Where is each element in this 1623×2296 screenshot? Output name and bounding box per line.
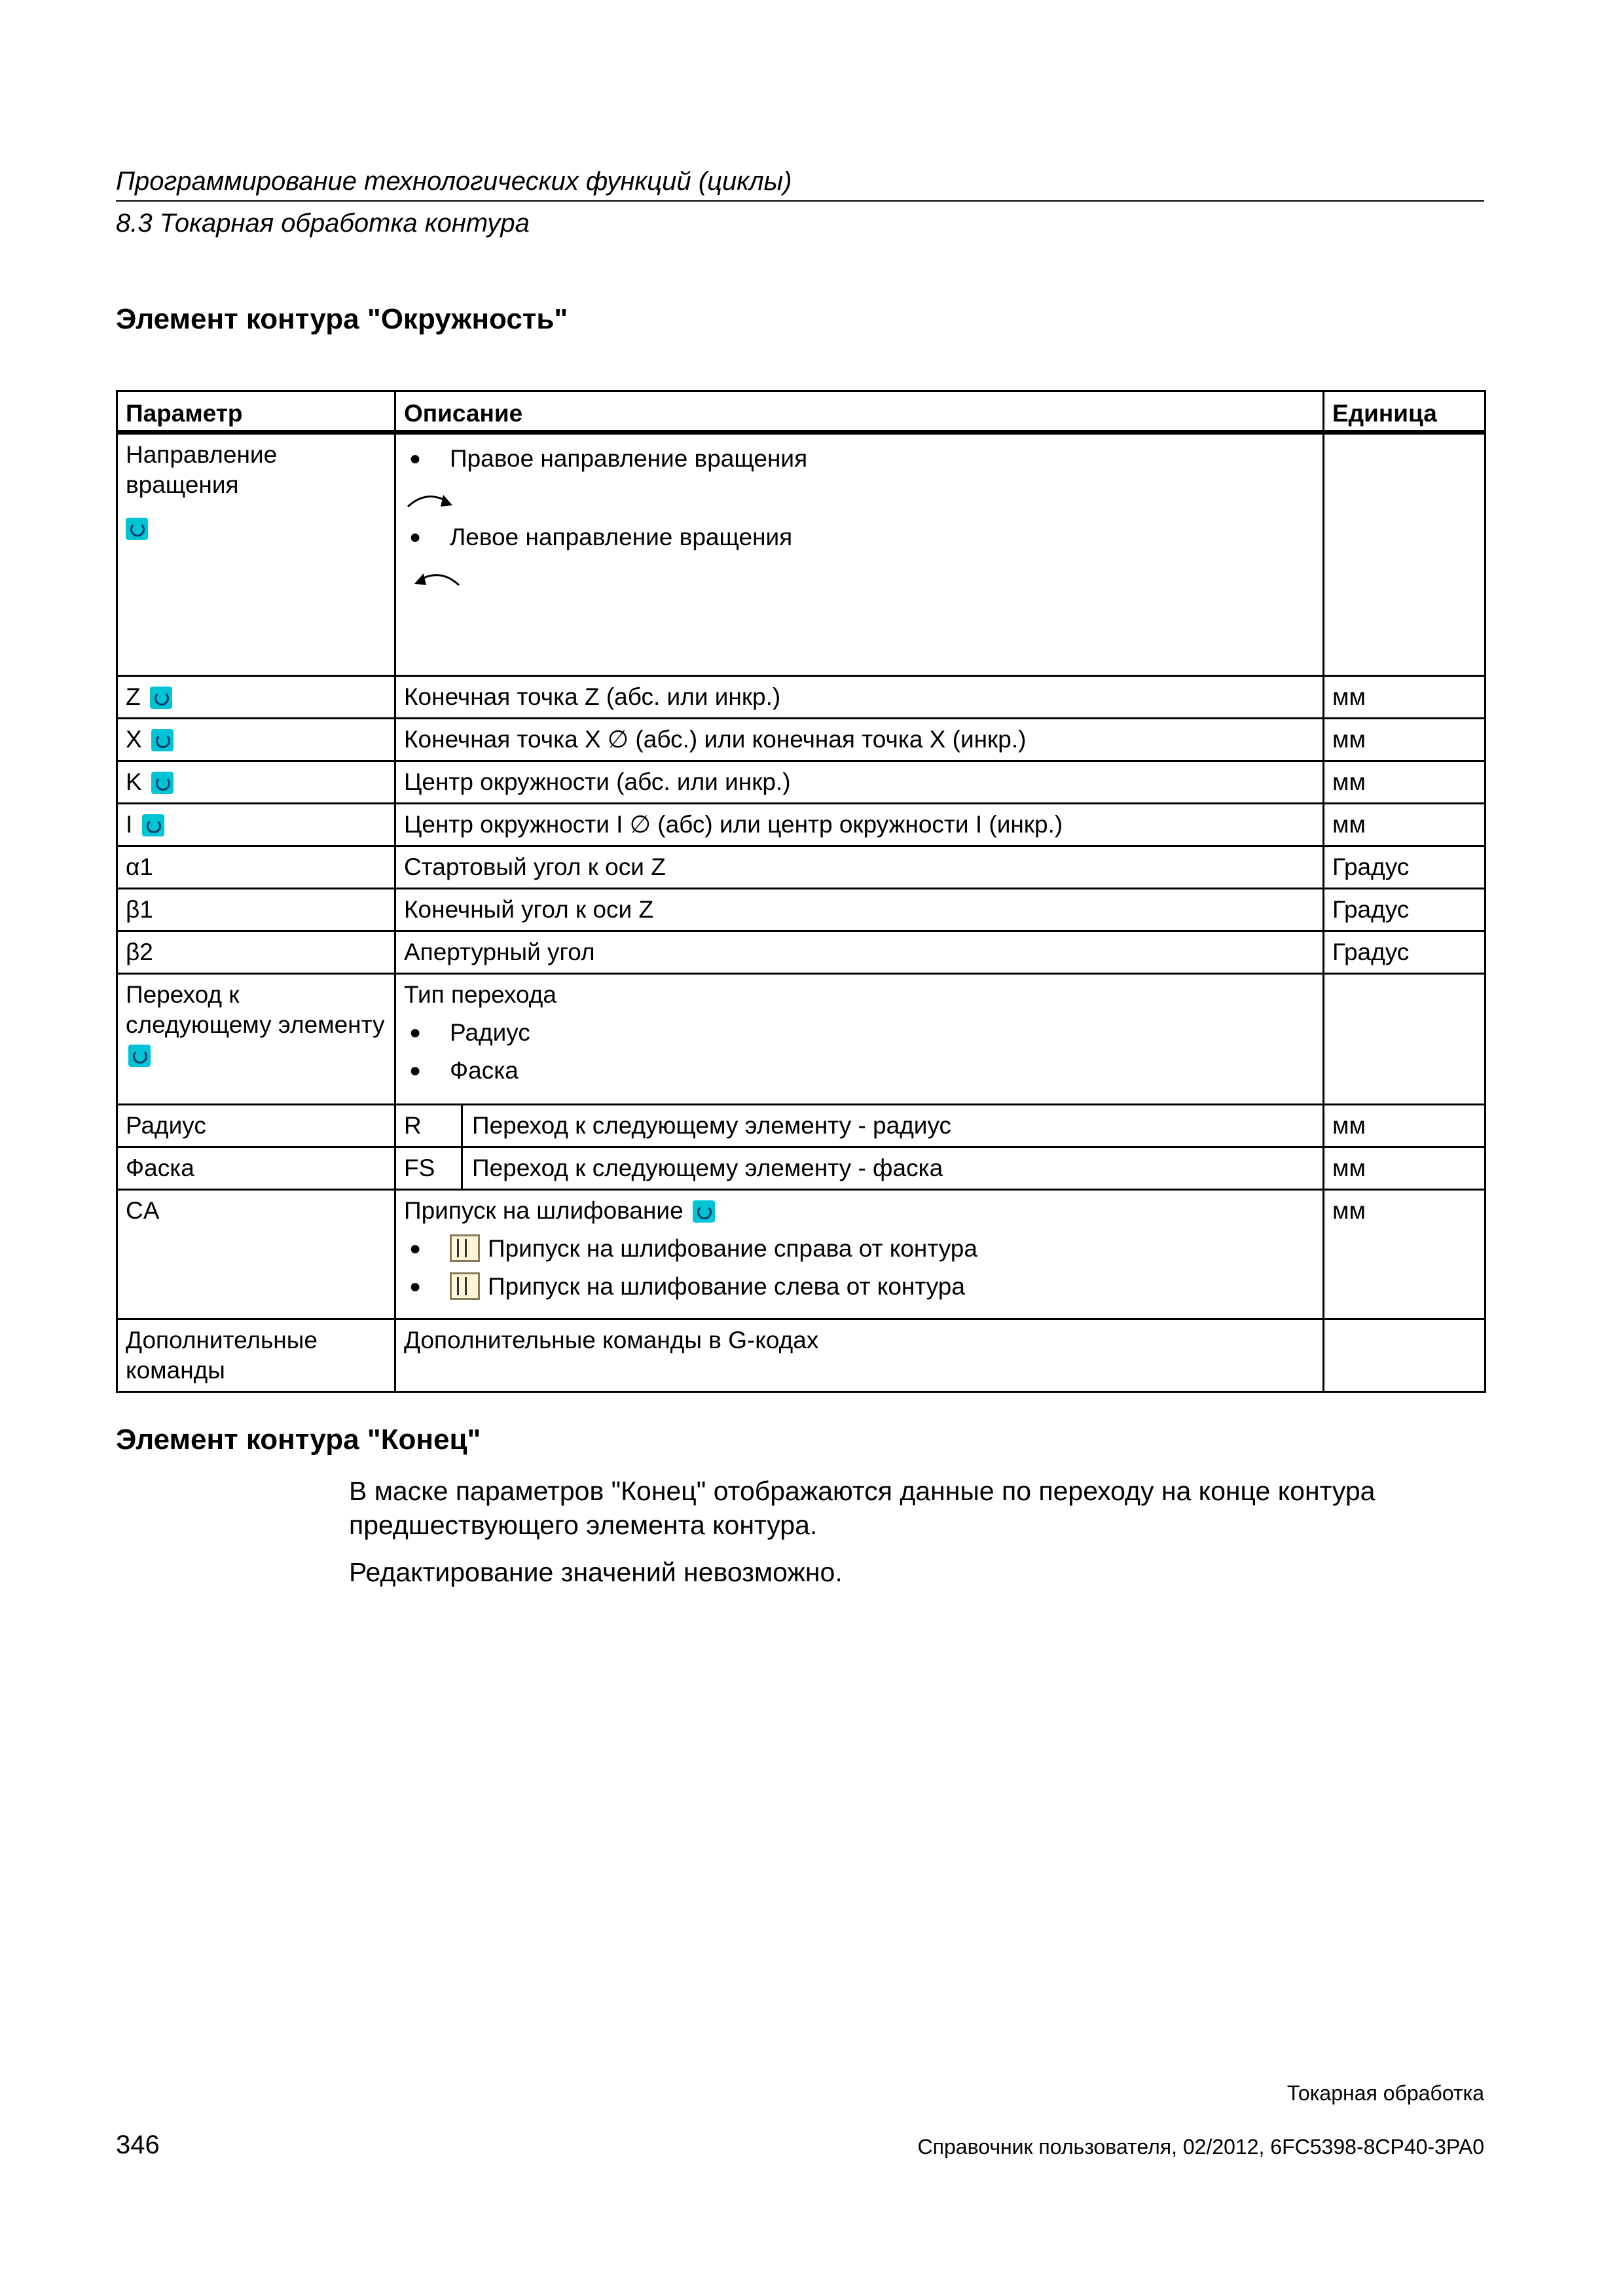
parameter-table	[116, 390, 1486, 1393]
page-number: 346	[116, 2130, 160, 2159]
table-row	[117, 761, 1486, 804]
param-label: Направление вращения	[126, 441, 278, 498]
toggle-icon	[150, 687, 172, 709]
running-header-chapter: Программирование технологических функций (циклы)	[116, 167, 792, 196]
param-label: I	[126, 811, 133, 838]
cell-param	[117, 433, 395, 676]
param-label: α1	[117, 846, 395, 889]
list-item: ● Припуск на шлифование слева от контура	[409, 1273, 965, 1300]
cell-unit: мм	[1324, 676, 1486, 719]
param-label: Дополнительные команды	[117, 1319, 395, 1392]
cell-desc: Конечный угол к оси Z	[395, 889, 1324, 931]
toggle-icon	[151, 729, 173, 751]
grinding-allowance-label: Припуск на шлифование	[404, 1197, 684, 1224]
ccw-label: Левое направление вращения	[450, 524, 793, 550]
column-header-desc: Описание	[395, 391, 1324, 433]
grinding-right-icon	[450, 1234, 480, 1262]
param-label: β1	[117, 889, 395, 931]
table-row	[117, 804, 1486, 846]
cell-unit: мм	[1324, 1105, 1486, 1147]
column-header-unit: Единица	[1324, 391, 1486, 433]
section-title-circle: Элемент контура "Окружность"	[116, 303, 568, 335]
section-paragraph: Редактирование значений невозможно.	[349, 1557, 843, 1587]
cell-desc: Стартовый угол к оси Z	[395, 846, 1324, 889]
cell-unit	[1324, 974, 1486, 1105]
cell-unit: мм	[1324, 719, 1486, 761]
cell-unit: мм	[1324, 804, 1486, 846]
list-item: ● Правое направление вращения	[404, 444, 1315, 474]
cell-unit	[1324, 433, 1486, 676]
cw-label: Правое направление вращения	[450, 445, 808, 472]
running-header-section: 8.3 Токарная обработка контура	[116, 209, 530, 238]
cell-unit: мм	[1324, 1190, 1486, 1319]
transition-type-label: Тип перехода	[404, 981, 556, 1008]
toggle-icon	[151, 772, 173, 794]
table-row-chamfer	[117, 1147, 1486, 1190]
cell-desc: Апертурный угол	[395, 931, 1324, 974]
table-row	[117, 931, 1486, 974]
cell-unit	[1324, 1319, 1486, 1392]
toggle-icon	[128, 1045, 151, 1067]
grinding-left-icon	[450, 1272, 480, 1300]
param-label: CA	[117, 1190, 395, 1319]
table-row-extra	[117, 1319, 1486, 1392]
cell-desc: Дополнительные команды в G-кодах	[395, 1319, 1324, 1392]
list-item: ● Фаска	[409, 1057, 519, 1084]
table-row-transition	[117, 974, 1486, 1105]
header-rule	[116, 200, 1484, 202]
param-label: Z	[126, 683, 141, 710]
list-item: ● Припуск на шлифование справа от контура	[409, 1235, 977, 1262]
toggle-icon	[693, 1200, 715, 1223]
toggle-icon	[126, 518, 148, 540]
cell-desc: Конечная точка Z (абс. или инкр.)	[395, 676, 1324, 719]
param-label: Переход к следующему элементу	[126, 981, 385, 1038]
table-row-ca	[117, 1190, 1486, 1319]
table-row	[117, 676, 1486, 719]
cell-unit: Градус	[1324, 931, 1486, 974]
param-label: Радиус	[117, 1105, 395, 1147]
cell-desc: Переход к следующему элементу - фаска	[472, 1155, 943, 1181]
cell-unit: Градус	[1324, 889, 1486, 931]
table-row-rotation	[117, 433, 1486, 676]
cell-desc: Конечная точка X ∅ (абс.) или конечная точка X (инкр.)	[395, 719, 1324, 761]
table-row	[117, 889, 1486, 931]
param-label: X	[126, 726, 142, 753]
cell-desc: Центр окружности (абс. или инкр.)	[395, 761, 1324, 804]
param-label: K	[126, 768, 142, 795]
list-item: ● Радиус	[409, 1019, 530, 1046]
table-row	[117, 846, 1486, 889]
cell-desc: Центр окружности I ∅ (абс) или центр окружности I (инкр.)	[395, 804, 1324, 846]
cell-unit: мм	[1324, 761, 1486, 804]
code-label: R	[396, 1105, 463, 1146]
cell-unit: Градус	[1324, 846, 1486, 889]
clockwise-arrow-icon	[404, 486, 463, 514]
section-title-end: Элемент контура "Конец"	[116, 1424, 481, 1456]
cell-desc	[395, 433, 1324, 676]
footer-reference: Справочник пользователя, 02/2012, 6FC5398-8CP40-3PA0	[917, 2135, 1484, 2159]
counterclockwise-arrow-icon	[404, 564, 463, 593]
footer-book-title: Токарная обработка	[1286, 2081, 1484, 2105]
cell-desc: Переход к следующему элементу - радиус	[472, 1112, 952, 1139]
param-label: Фаска	[117, 1147, 395, 1190]
column-header-param: Параметр	[117, 391, 395, 433]
param-label: β2	[117, 931, 395, 974]
table-row	[117, 719, 1486, 761]
table-header-row	[117, 391, 1486, 433]
cell-unit: мм	[1324, 1147, 1486, 1190]
code-label: FS	[396, 1148, 463, 1189]
list-item: ● Левое направление вращения	[404, 522, 1315, 552]
toggle-icon	[142, 814, 164, 836]
section-paragraph: В маске параметров "Конец" отображаются данные по переходу на конце контура предшествующего элемента контура.	[349, 1476, 1376, 1540]
table-row-radius	[117, 1105, 1486, 1147]
